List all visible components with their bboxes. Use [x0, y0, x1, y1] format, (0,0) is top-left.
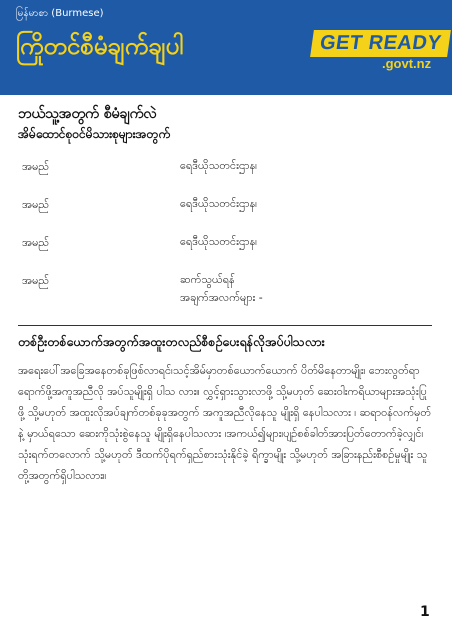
contact-name-label: အမည်: [22, 274, 50, 287]
contact-info-label: ရေဒီယိုသတင်းဌာန၊: [180, 235, 257, 248]
header-banner: [0, 0, 452, 95]
page-title: ကြိုတင်စီမံချက်ချပါ: [16, 32, 184, 60]
logo-domain: .govt.nz: [382, 56, 432, 71]
support-paragraph: အရေးပေါ်အခြေအနေတစ်ခုဖြစ်လာရင်၊သင့်အိမ်မှာတစ်ယောက်ယောက် ပိတ်မိနေတာမျိုး၊ ဘေးလွတ်ရာ ရောက်ဖို့အကူအညီလို အပ်သူမျိုးရှိ ပါသ လား။ လွှင့်ရှားသွားလာဖို့ သို့မဟုတ် ဆေးဝါးကရိယာများအသုံးပြုဖို့ သို့မဟုတ် အထူးလိုအပ်ချက်တစ်ခုခုအတွက် အကူအညီလိုနေသူ မျိုးရှိ နေပါသလား ၊ ဆရာဝန်လက်မှတ်နဲ့ မှာယ်ရသော ဆေးကိုသုံးစွဲနေသူ မျိုးရှိနေပါသလား ၊အကယ်၍များ၊ပျဉ်စစ်ခါတ်အားပြတ်တောက်ခဲ့လျှင်၊ သုံးရက်တလောက် သို့မဟုတ် ဒီထက်ပိုရက်ရှည်စားသုံးနိုင်ခဲ့ ရိက္ခာမျိုး သို့မဟုတ် အခြားနည်းစီစဉ်မှုမျိုး သူတို့အတွက်ရှိပါသလား။: [18, 364, 432, 482]
language-label: မြန်မာစာ (Burmese): [16, 8, 104, 19]
page-number: 1: [420, 604, 430, 620]
contact-info-label: ရေဒီယိုသတင်းဌာန၊: [180, 197, 257, 210]
contacts-section-title: ဘယ်သူ့အတွက် စီမံချက်လဲ: [18, 106, 157, 122]
contact-name-label: အမည်: [22, 198, 50, 211]
support-section-title: တစ်ဦးတစ်ယောက်အတွက်အထူးတလည်စီစဉ်ပေးရန်လိုအပ်ပါသလား: [18, 334, 325, 349]
get-ready-logo: GET READY: [310, 30, 451, 57]
contact-name-label: အမည်: [22, 160, 50, 173]
section-divider: [18, 325, 432, 326]
contact-name-label: အမည်: [22, 236, 50, 249]
contact-info-label: ဆက်သွယ်ရန် အချက်အလက်များ -: [180, 273, 263, 304]
contacts-section-subtitle: အိမ်ထောင်စုဝင်မိသားစုများအတွက်: [18, 127, 171, 141]
contact-info-label: ရေဒီယိုသတင်းဌာန၊: [180, 159, 257, 172]
